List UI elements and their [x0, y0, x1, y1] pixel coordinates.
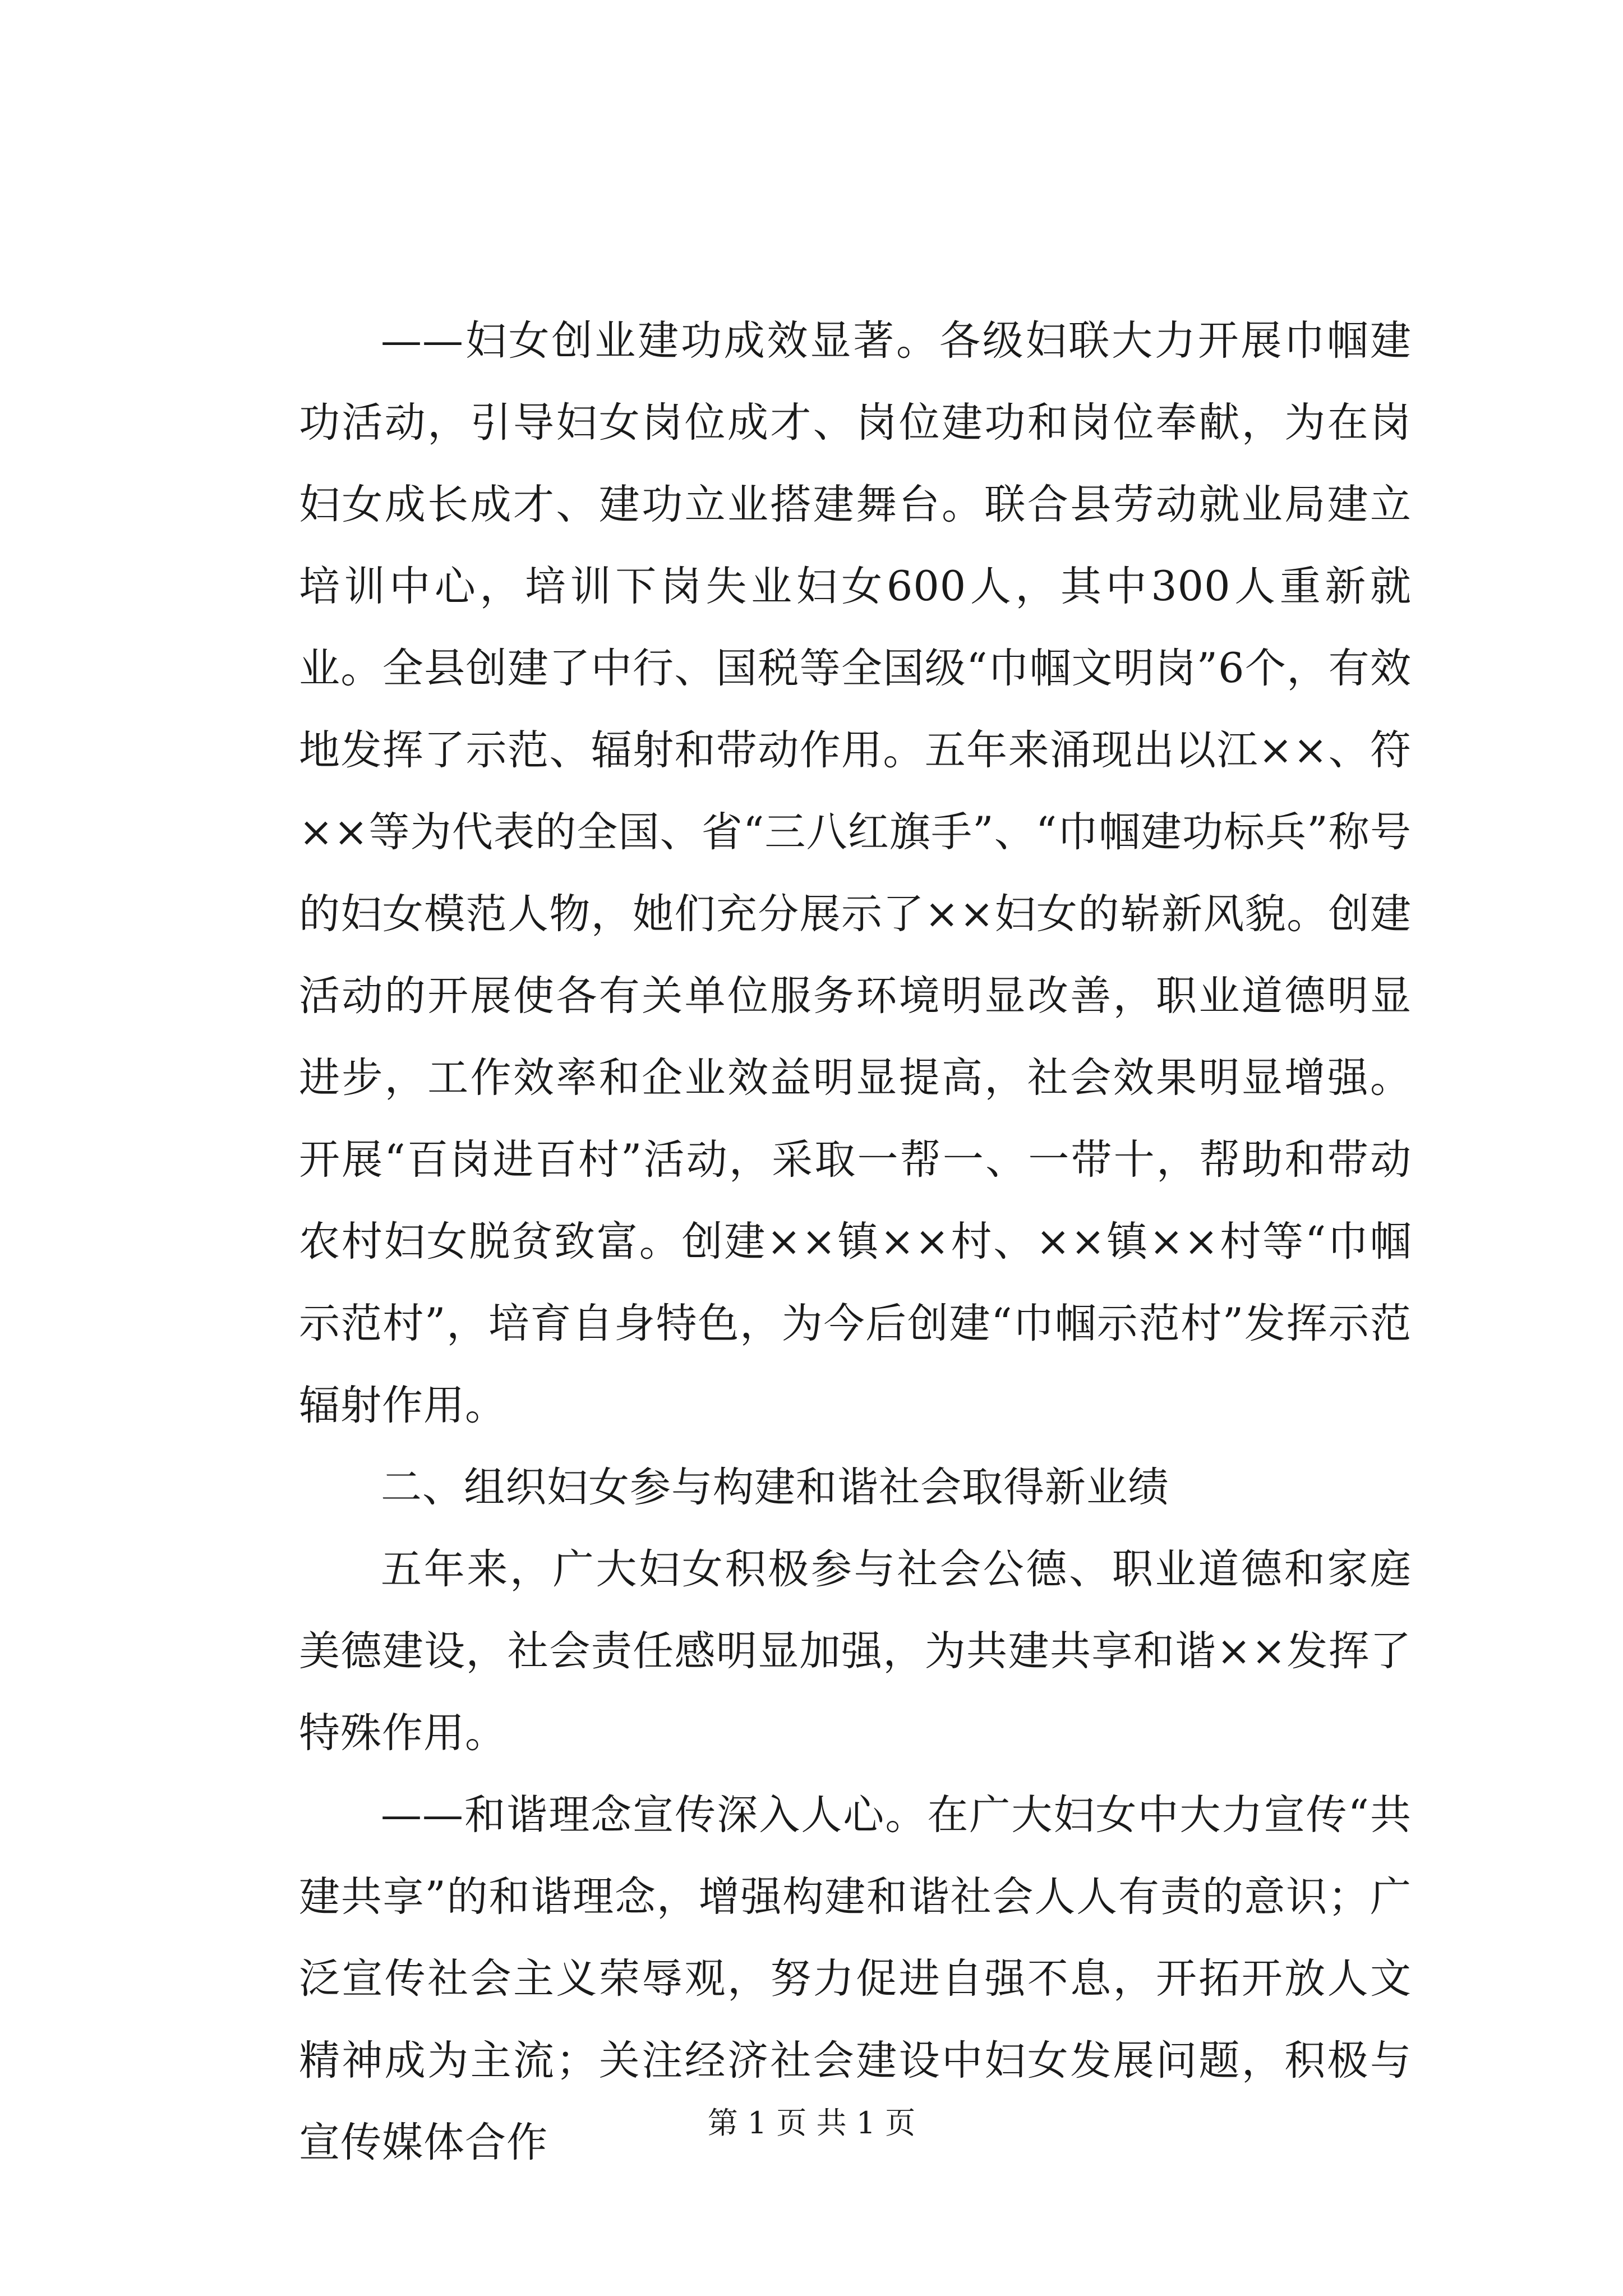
paragraph-women-entrepreneurship: ——妇女创业建功成效显著。各级妇联大力开展巾帼建功活动，引导妇女岗位成才、岗位建功和岗位奉献，为在岗妇女成长成才、建功立业搭建舞台。联合县劳动就业局建立培训中心，培训下岗失业妇女600人，其中300人重新就业。全县创建了中行、国税等全国级“巾帼文明岗”6个，有效地发挥了示范、辐射和带动作用。五年来涌现出以江××、符××等为代表的全国、省“三八红旗手”、“巾帼建功标兵”称号的妇女模范人物，她们充分展示了××妇女的崭新风貌。创建活动的开展使各有关单位服务环境明显改善，职业道德明显进步，工作效率和企业效益明显提高，社会效果明显增强。开展“百岗进百村”活动，采取一帮一、一带十，帮助和带动农村妇女脱贫致富。创建××镇××村、××镇××村等“巾帼示范村”，培育自身特色，为今后创建“巾帼示范村”发挥示范辐射作用。 — [299, 317, 1412, 1429]
paragraph-harmony-concept: ——和谐理念宣传深入人心。在广大妇女中大力宣传“共建共享”的和谐理念，增强构建和谐社会人人有责的意识；广泛宣传社会主义荣辱观，努力促进自强不息，开拓开放人文精神成为主流；关注经济社会建设中妇女发展问题，积极与宣传媒体合作 — [299, 1791, 1412, 2166]
paragraph-five-years: 五年来，广大妇女积极参与社会公德、职业道德和家庭美德建设，社会责任感明显加强，为共建共享和谐××发挥了特殊作用。 — [299, 1545, 1412, 1757]
document-body — [299, 300, 1412, 2184]
section-heading-two: 二、组织妇女参与构建和谐社会取得新业绩 — [381, 1464, 1169, 1511]
page-footer: 第 1 页 共 1 页 — [707, 2105, 916, 2141]
